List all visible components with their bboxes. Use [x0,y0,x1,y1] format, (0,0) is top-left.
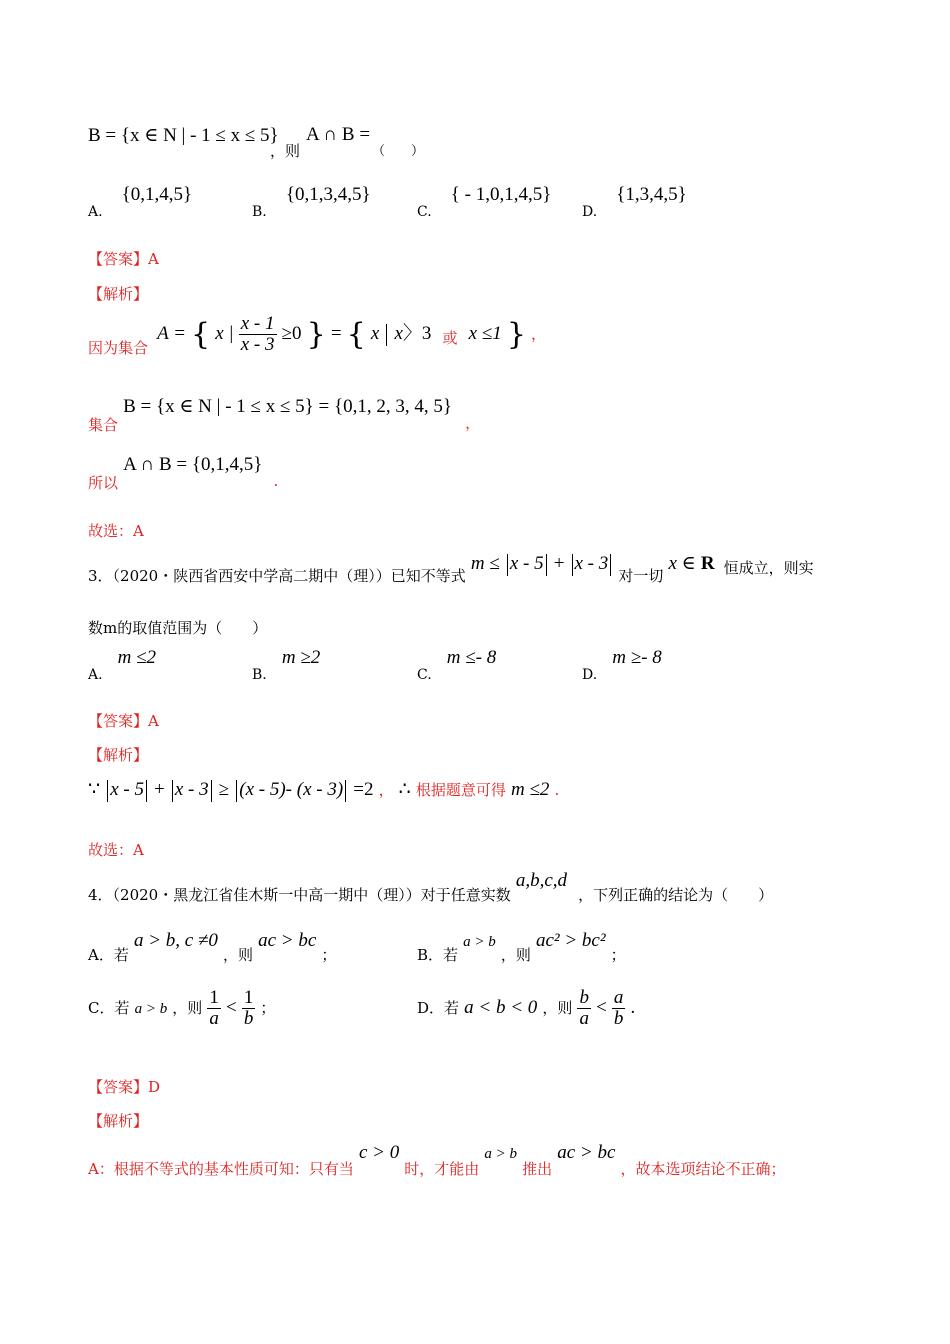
q4-answer: 【答案】D [88,1078,161,1096]
fraction-b-over-a [577,988,591,1029]
q3-stem-line2: 数m的取值范围为（ ） [88,619,268,637]
left-brace: { [346,317,366,352]
abs-expr-1: x - 5 [110,779,144,800]
q4-option-b [417,930,626,964]
fraction-denominator: a [209,1008,219,1029]
plus: + [154,779,165,800]
intersection-result: A ∩ B = {0,1,4,5} [123,454,263,475]
q2-option-c [417,184,552,220]
option-condition: a > b [463,934,496,950]
option-label: B. [252,667,267,683]
option-value: { - 1,0,1,4,5} [450,184,552,205]
semicolon: ； [610,946,626,964]
var-x: x [394,323,403,344]
variables: a,b,c,d [515,870,568,891]
option-label: C．若 [88,999,130,1017]
period: . [273,472,279,490]
option-label: A. [88,204,103,220]
q4-stem [88,870,774,904]
period: . [630,997,636,1018]
option-label: C. [417,204,432,220]
ac-gt-bc: ac > bc [557,1142,616,1163]
fraction-one-over-a [207,988,221,1029]
option-value: {0,1,4,5} [121,184,193,205]
q4-option-d [417,988,635,1029]
m-le-two: m ≤2 [510,779,550,800]
semicolon: ； [260,999,276,1017]
comma: ， [465,414,481,432]
fraction-a-over-b [612,988,626,1029]
abs-bar [345,780,346,802]
option-condition: a > b, c ≠0 [133,930,218,951]
equals-two: =2 [353,779,374,800]
abs-bar [546,554,547,576]
option-result: ac² > bc² [535,930,606,951]
set-b-expansion: B = {x ∈ N | - 1 ≤ x ≤ 5} = {0,1, 2, 3, 4, 5} [123,396,452,417]
fraction-numerator: x - 1 [240,313,275,334]
q2-analysis-heading: 【解析】 [88,285,149,303]
solution-text: 时，才能由 [404,1160,480,1178]
abs-bar [146,780,147,802]
c-positive: c > 0 [358,1142,400,1163]
set-a-symbol: A = [157,323,186,344]
option-value: {0,1,3,4,5} [285,184,371,205]
solution-text: 推出 [522,1160,553,1178]
set-b-definition [88,124,279,147]
abs-bar [507,554,508,576]
right-brace: } [506,317,526,352]
reals-symbol: R [700,553,715,574]
abs-bar [172,780,173,802]
option-label: D. [582,667,598,683]
or-text: 或 [442,329,458,347]
fraction-numerator: 1 [243,987,254,1008]
fraction-numerator: b [579,987,589,1008]
ge: ≥ [218,779,230,800]
option-value: {1,3,4,5} [616,184,687,205]
abs-expr-2: x - 3 [174,779,209,800]
question-stem-text: ，下列正确的结论为（ ） [578,886,774,904]
option-value: m ≥2 [281,647,321,668]
fraction-numerator: 1 [209,987,219,1008]
less-than: < [226,997,237,1018]
q2-solution-line2 [88,395,481,434]
q3-solution [88,778,559,802]
intersection-expr: A ∩ B = [306,124,371,145]
q2-answer: 【答案】A [88,250,159,268]
comma-then: ，则 [270,142,301,160]
solution-text: 所以 [88,474,119,492]
q3-option-d [582,647,662,683]
option-label: D. [582,204,598,220]
solution-text: 因为集合 [88,339,149,357]
then-text: ，则 [222,946,253,964]
fraction [239,314,277,355]
q3-option-b [252,647,321,683]
fraction-denominator: b [613,1008,624,1029]
question-stem-text: 对一切 [618,567,664,585]
option-value: m ≥- 8 [612,647,662,668]
q4-option-a [88,930,337,964]
semicolon: ； [321,946,337,964]
then-text: ，则 [500,946,531,964]
option-label: A．若 [88,946,129,964]
var-x: x | [215,323,234,344]
abs-bar [610,554,611,576]
option-value: m ≤2 [117,647,157,668]
question-stem-text: 3．（2020・陕西省西安中学高二期中（理））已知不等式 [88,567,466,585]
fraction-denominator: x - 3 [240,334,275,355]
fraction-one-over-b [242,988,256,1029]
q3-answer: 【答案】A [88,712,159,730]
solution-text: A：根据不等式的基本性质可知：只有当 [88,1160,354,1178]
var-x: x [370,323,380,344]
fraction-denominator: a [579,1008,589,1029]
option-label: D．若 [417,999,460,1017]
therefore-symbol: ∴ [398,779,411,800]
option-condition: a < b < 0 [464,997,538,1018]
q2-solution-line3 [88,454,279,492]
equals: = [330,323,342,344]
left-brace: { [191,317,211,352]
question-stem-text: 4．（2020・黑龙江省佳木斯一中高一期中（理））对于任意实数 [88,886,511,904]
because-symbol: ∵ [88,779,101,800]
q4-option-c [88,988,275,1029]
divider-bar [386,324,387,346]
q3-option-c [417,647,497,683]
solution-text: 集合 [88,416,119,434]
option-value: m ≤- 8 [446,647,497,668]
option-result: ac > bc [258,930,317,951]
right-brace: } [306,317,326,352]
q3-analysis-heading: 【解析】 [88,746,149,764]
abs-bar [107,780,108,802]
then-text: ，则 [172,999,203,1017]
option-label: B．若 [417,946,459,964]
comma: ， [378,781,394,799]
question-stem-text: 恒成立，则实 [723,559,814,577]
q2-option-b [252,184,371,220]
option-label: C. [417,667,432,683]
x-in: x ∈ [668,553,696,574]
abs-expr-2: x - 3 [574,553,609,574]
option-label: A. [88,667,103,683]
then-text: ，则 [542,999,573,1017]
q3-stem [88,552,814,585]
set-b-text: B = {x ∈ N | - 1 ≤ x ≤ 5} [88,125,279,146]
answer-paren: （ ） [372,144,425,159]
le-one: x ≤1 [468,323,502,344]
less-than: < [596,997,607,1018]
comma: ， [531,325,547,343]
q2-solution-line1 [88,314,546,364]
abs-bar [211,780,212,802]
m-le: m ≤ [470,553,500,574]
abs-bar [236,780,237,802]
abs-expr-1: x - 5 [509,553,544,574]
option-label: B. [252,204,267,220]
ge-zero: ≥0 [281,323,302,344]
fraction-denominator: b [243,1008,254,1029]
plus: + [553,553,565,574]
solution-text: ，故本选项结论不正确； [620,1160,786,1178]
solution-text: 根据题意可得 [415,781,506,799]
q2-choose: 故选：A [88,522,144,540]
a-gt-b: a > b [484,1146,518,1162]
q3-choose: 故选：A [88,841,144,859]
q2-option-d [582,184,687,220]
abs-bar [572,554,573,576]
q4-solution-a [88,1142,786,1178]
period: . [554,781,560,799]
gt-three: 〉3 [402,323,432,344]
q2-option-a [88,184,193,220]
q3-option-a [88,647,157,683]
fraction-numerator: a [613,987,624,1008]
q4-analysis-heading: 【解析】 [88,1112,149,1130]
abs-difference: (x - 5)- (x - 3) [239,779,344,800]
option-condition: a > b [134,1001,168,1017]
